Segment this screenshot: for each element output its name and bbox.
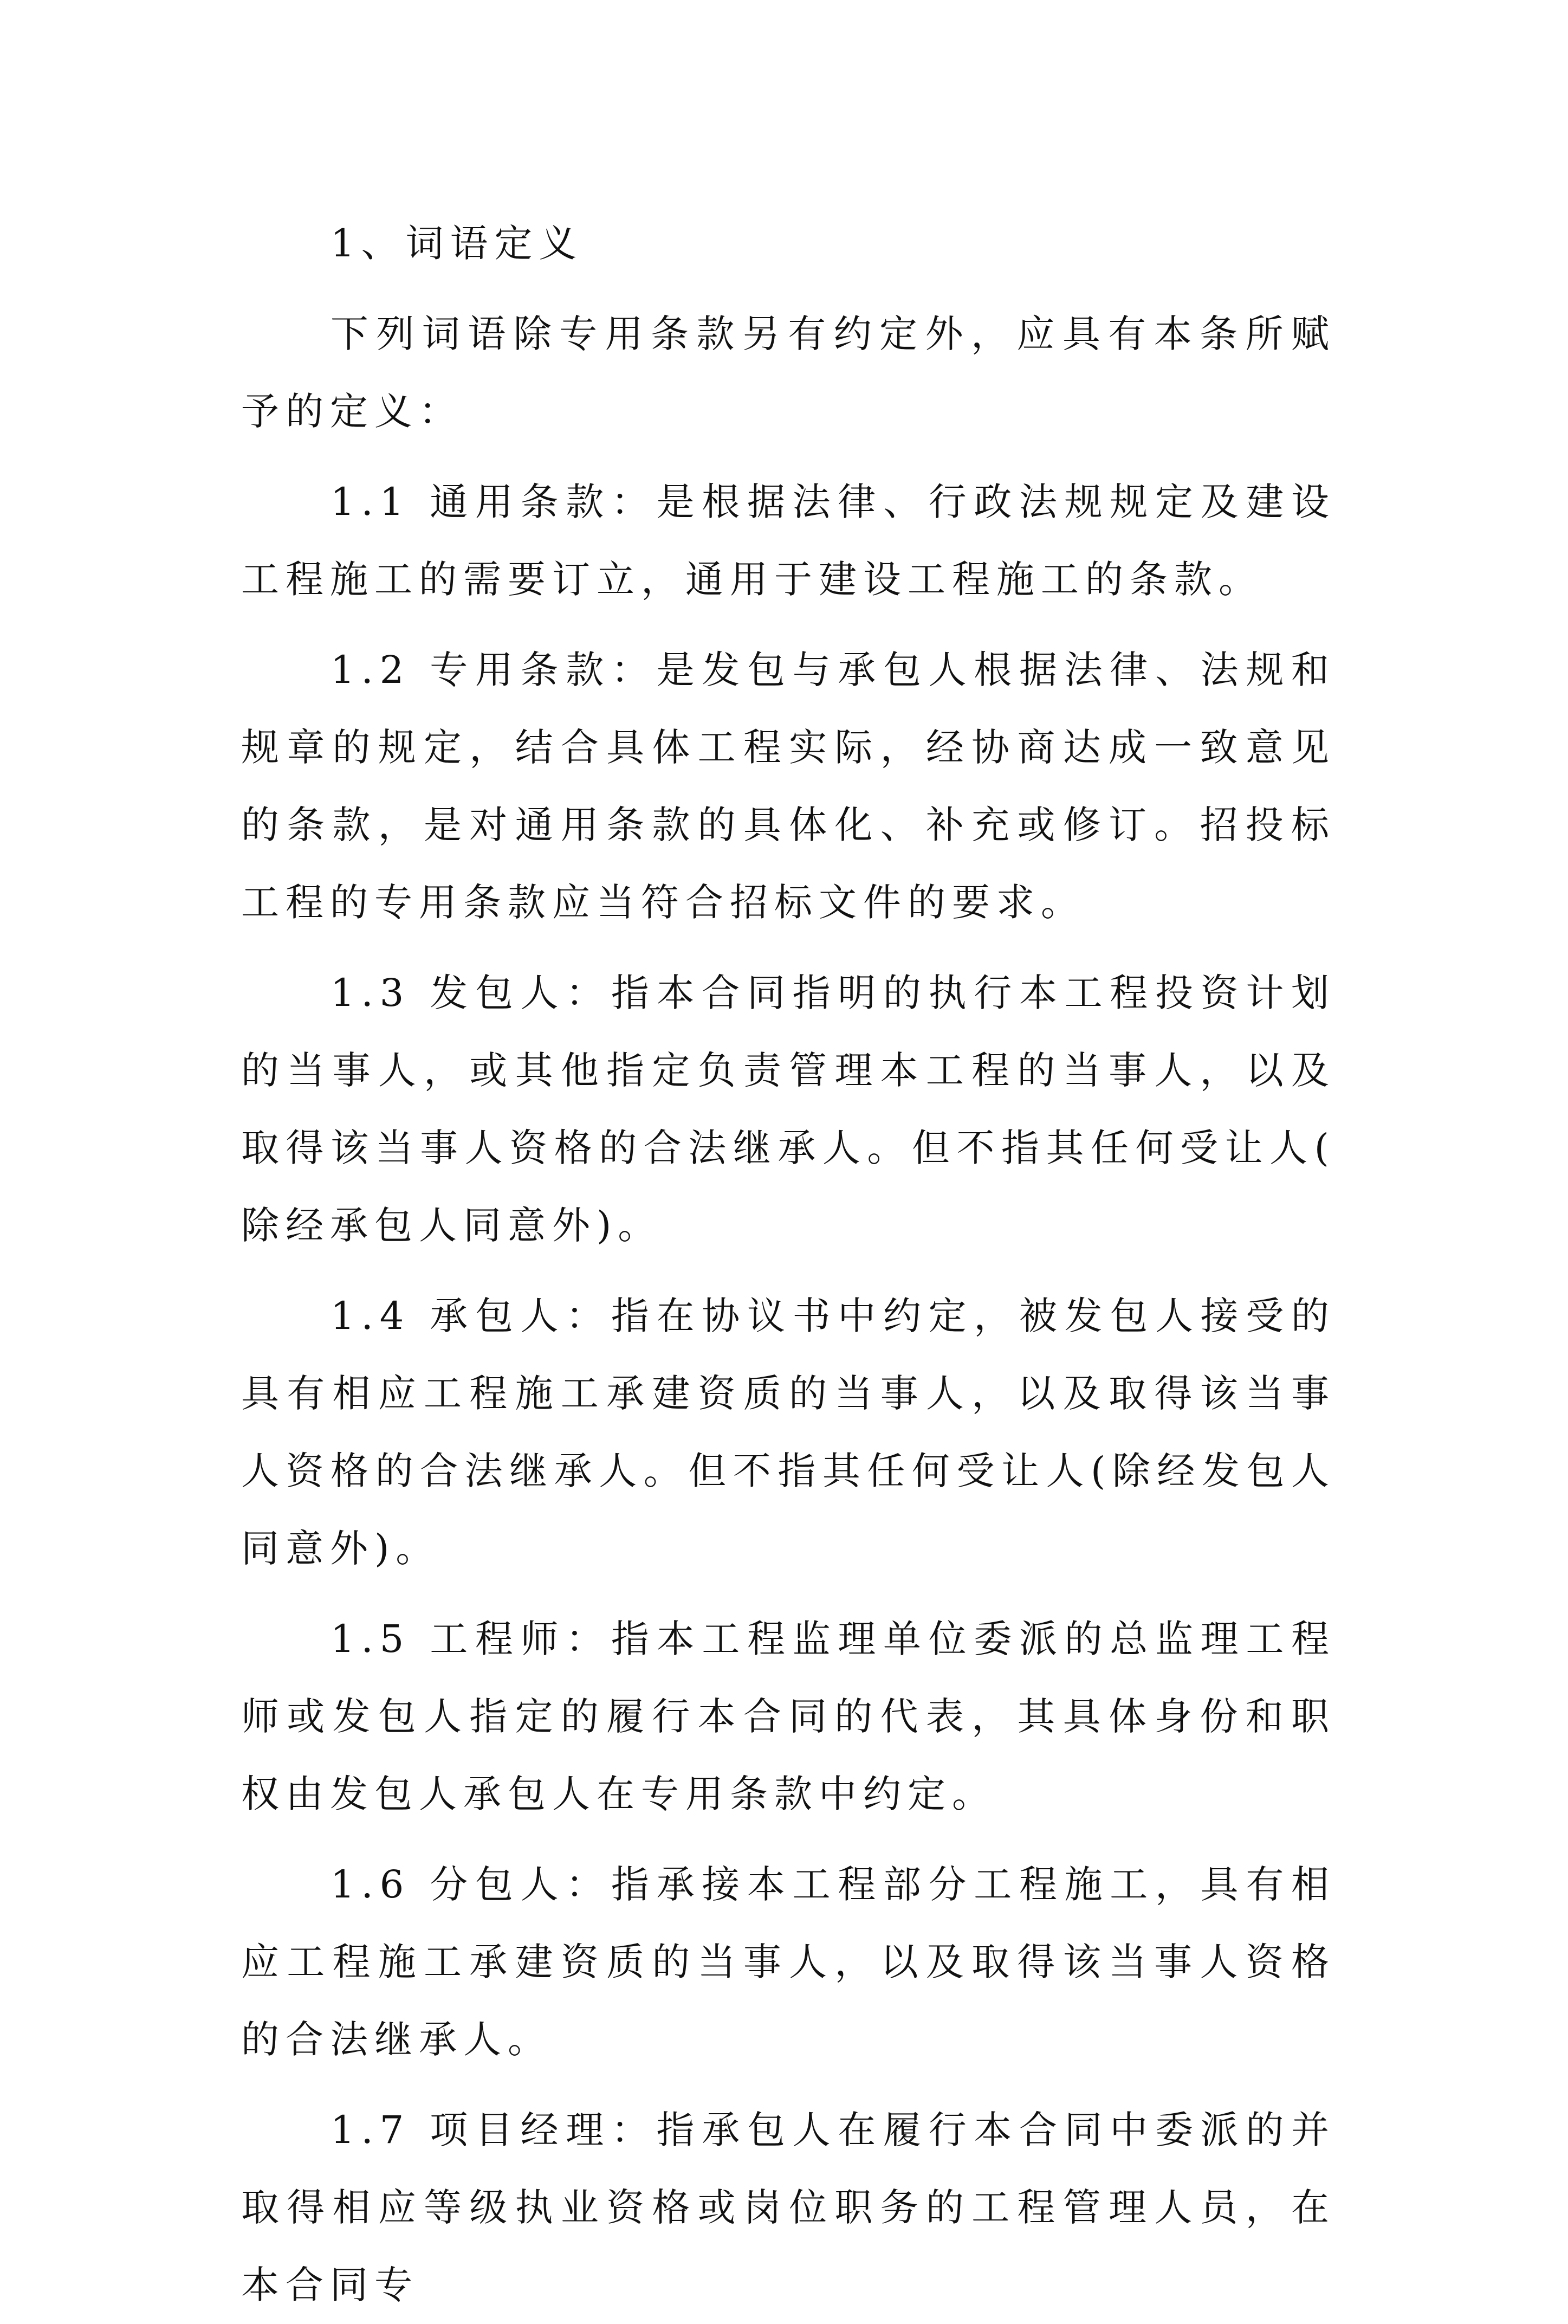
definition-1-2: 1.2 专用条款：是发包与承包人根据法律、法规和规章的规定，结合具体工程实际，经协商达成一致意见的条款，是对通用条款的具体化、补充或修订。招投标工程的专用条款应当符合招标文件的要求。 (241, 648, 1336, 925)
document-page (241, 205, 1336, 2307)
intro-paragraph: 下列词语除专用条款另有约定外，应具有本条所赋予的定义： (241, 312, 1336, 434)
section-heading: 1、词语定义 (331, 221, 584, 266)
definition-1-5: 1.5 工程师：指本工程监理单位委派的总监理工程师或发包人指定的履行本合同的代表，其具体身份和职权由发包人承包人在专用条款中约定。 (241, 1617, 1336, 1816)
definition-1-7: 1.7 项目经理：指承包人在履行本合同中委派的并取得相应等级执业资格或岗位职务的工程管理人员，在本合同专 (241, 2108, 1336, 2307)
definition-1-1: 1.1 通用条款：是根据法律、行政法规规定及建设工程施工的需要订立，通用于建设工程施工的条款。 (241, 480, 1336, 602)
definition-1-3: 1.3 发包人：指本合同指明的执行本工程投资计划的当事人，或其他指定负责管理本工程的当事人，以及取得该当事人资格的合法继承人。但不指其任何受让人(除经承包人同意外)。 (241, 971, 1336, 1248)
definition-1-4: 1.4 承包人：指在协议书中约定，被发包人接受的具有相应工程施工承建资质的当事人，以及取得该当事人资格的合法继承人。但不指其任何受让人(除经发包人同意外)。 (241, 1294, 1336, 1571)
definition-1-6: 1.6 分包人：指承接本工程部分工程施工，具有相应工程施工承建资质的当事人，以及取得该当事人资格的合法继承人。 (241, 1862, 1336, 2062)
